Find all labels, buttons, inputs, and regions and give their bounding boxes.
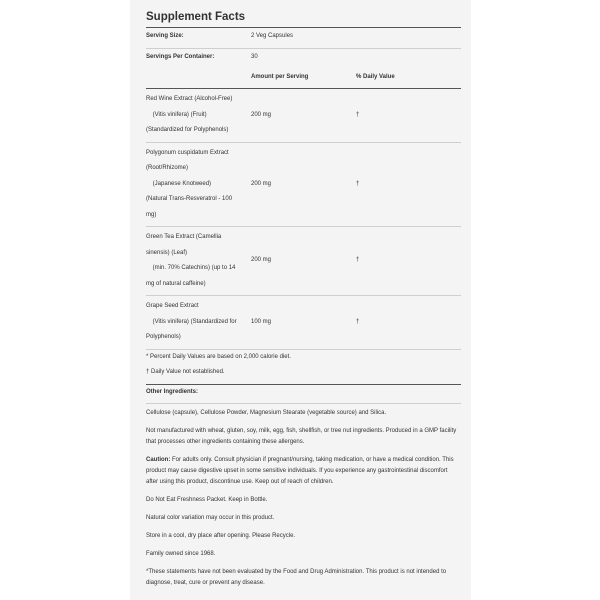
ingredient-name-line: mg of natural caffeine) — [146, 280, 206, 287]
ingredient-name-line: sinensis) (Leaf) — [146, 249, 188, 256]
amount-column-header: Amount per Serving — [251, 74, 309, 80]
family-text: Family owned since 1968. — [146, 550, 216, 557]
ingredient-dv: † — [356, 111, 360, 118]
dv-column-header: % Daily Value — [356, 74, 395, 80]
ingredient-row — [146, 296, 461, 349]
ingredient-name-line: (min. 70% Catechins) (up to 14 — [146, 265, 236, 271]
ingredient-name-line: (Root/Rhizome) — [146, 165, 189, 171]
other-ingredients-title: Other Ingredients: — [146, 388, 199, 395]
color-variation-text: Natural color variation may occur in this product. — [146, 514, 275, 521]
ingredient-amount: 200 mg — [251, 257, 272, 264]
ingredient-name-line: (Vitis vinifera) (Standardized for — [146, 318, 237, 325]
divider — [146, 403, 461, 404]
servings-per-container-row — [146, 49, 461, 69]
freshness-text: Do Not Eat Freshness Packet. Keep in Bottle. — [146, 496, 268, 503]
ingredient-name — [146, 230, 246, 292]
servings-per-container-value: 30 — [251, 54, 258, 60]
serving-size-value: 2 Veg Capsules — [251, 33, 294, 39]
dagger-note: † Daily Value not established. — [146, 369, 225, 375]
caution-text — [146, 455, 461, 488]
panel-title: Supplement Facts — [146, 11, 246, 23]
ingredient-name-line: (Vitis vinifera) (Fruit) — [146, 111, 207, 118]
ingredient-row — [146, 227, 461, 295]
ingredient-name-line: (Standardized for Polyphenols) — [146, 127, 229, 133]
ingredient-name — [146, 299, 246, 346]
ingredient-name — [146, 92, 246, 139]
ingredient-dv: † — [356, 180, 360, 187]
ingredient-name-line: Red Wine Extract (Alcohol-Free) — [146, 96, 233, 102]
column-header-row — [146, 69, 461, 88]
ingredient-amount: 200 mg — [251, 180, 272, 187]
servings-per-container-label: Servings Per Container: — [146, 54, 215, 60]
ingredient-name-line: Polygonum cuspidatum Extract — [146, 149, 229, 156]
other-ingredients-text: Cellulose (capsule), Cellulose Powder, Magnesium Stearate (vegetable source) and Silica. — [146, 409, 387, 416]
allergen-text: Not manufactured with wheat, gluten, soy, milk, egg, fish, shellfish, or tree nut ingredients. Produced in a GMP facility that processes other ingredients containing these allergens. — [146, 427, 457, 445]
serving-size-row — [146, 28, 461, 48]
ingredient-dv: † — [356, 318, 360, 325]
caution-body: For adults only. Consult physician if pregnant/nursing, taking medication, or have a medical condition. This product may cause digestive upset in some sensitive individuals. If you experience any gastrointestinal discomfort after using this product, discontinue use. Keep out of reach of children. — [146, 456, 454, 485]
storage-text: Store in a cool, dry place after opening. Please Recycle. — [146, 532, 296, 539]
ingredient-name-line: Polyphenols) — [146, 334, 181, 340]
fda-disclaimer: *These statements have not been evaluated by the Food and Drug Administration. This product is not intended to diagnose, treat, cure or prevent any disease. — [146, 568, 447, 586]
ingredient-amount: 100 mg — [251, 318, 272, 325]
ingredient-row — [146, 89, 461, 142]
ingredient-amount: 200 mg — [251, 111, 272, 118]
ingredient-list — [146, 89, 461, 350]
supplement-facts-panel — [130, 0, 471, 600]
serving-size-label: Serving Size: — [146, 33, 184, 39]
ingredient-name — [146, 146, 246, 224]
dv-note: * Percent Daily Values are based on 2,000 calorie diet. — [146, 353, 291, 360]
ingredient-name-line: (Japanese Knotweed) — [146, 180, 212, 187]
ingredient-dv: † — [356, 257, 360, 264]
ingredient-name-line: mg) — [146, 211, 157, 218]
ingredient-row — [146, 143, 461, 227]
ingredient-name-line: Grape Seed Extract — [146, 303, 199, 309]
ingredient-name-line: Green Tea Extract (Camellia — [146, 234, 222, 240]
caution-label: Caution: — [146, 456, 171, 463]
ingredient-name-line: (Natural Trans-Resveratrol - 100 — [146, 196, 233, 202]
